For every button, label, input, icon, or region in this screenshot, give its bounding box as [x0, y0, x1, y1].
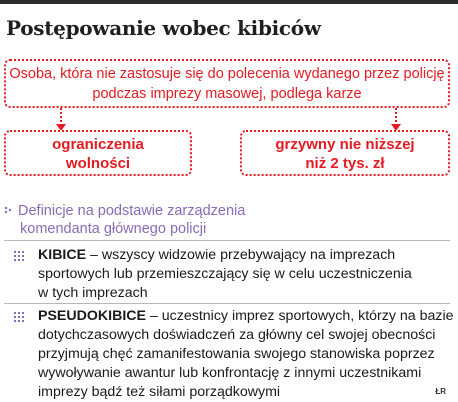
penalty-restriction-box	[4, 130, 192, 176]
definition-text-line: przyjmują chęć zamanifestowania swojego stanowiska poprzez	[38, 346, 435, 362]
dotted-bullet-icon	[4, 206, 14, 216]
penalty-fine-line-2: niż 2 tys. zł	[305, 155, 385, 172]
grid-bullet-icon	[14, 251, 28, 261]
top-rule	[0, 0, 458, 4]
penalty-statement-box	[4, 59, 450, 108]
penalty-restriction-line-2: wolności	[65, 155, 131, 172]
penalty-statement-line-2: podczas imprezy masowej, podlega karze	[92, 86, 362, 102]
grid-bullet-icon	[14, 312, 28, 322]
penalty-restriction-line-1: ograniczenia	[52, 136, 144, 153]
page-title: Postępowanie wobec kibiców	[6, 16, 321, 40]
definition-term: PSEUDOKIBICE	[38, 308, 146, 324]
definition-text-line: – uczestnicy imprez sportowych, którzy na bazie	[146, 308, 454, 324]
author-credit: ŁR	[435, 387, 446, 396]
penalty-fine-box	[240, 130, 450, 176]
penalty-statement-line-1: Osoba, która nie zastosuje się do polecenia wydanego przez policję	[9, 66, 445, 82]
divider	[4, 303, 450, 304]
definition-text-line: imprezy bądź też siłami porządkowymi	[38, 384, 281, 400]
definition-term: KIBICE	[38, 247, 87, 263]
definitions-heading-line-2: komendanta głównego policji	[20, 221, 207, 237]
definition-text-line: sportowych lub przemieszczający się w celu uczestniczenia	[38, 266, 412, 282]
definition-text-line: – wszyscy widzowie przebywający na imprezach	[86, 247, 396, 263]
definitions-heading-line-1: Definicje na podstawie zarządzenia	[18, 203, 246, 219]
definition-text-line: wywoływanie awantur lub konfrontację z innymi uczestnikami	[38, 365, 422, 381]
penalty-fine-line-1: grzywny nie niższej	[275, 136, 415, 153]
definition-text-line: dotychczasowych doświadczeń za główny cel swojej obecności	[38, 327, 436, 343]
divider	[4, 240, 450, 241]
definition-text-line: w tych imprezach	[38, 285, 148, 301]
